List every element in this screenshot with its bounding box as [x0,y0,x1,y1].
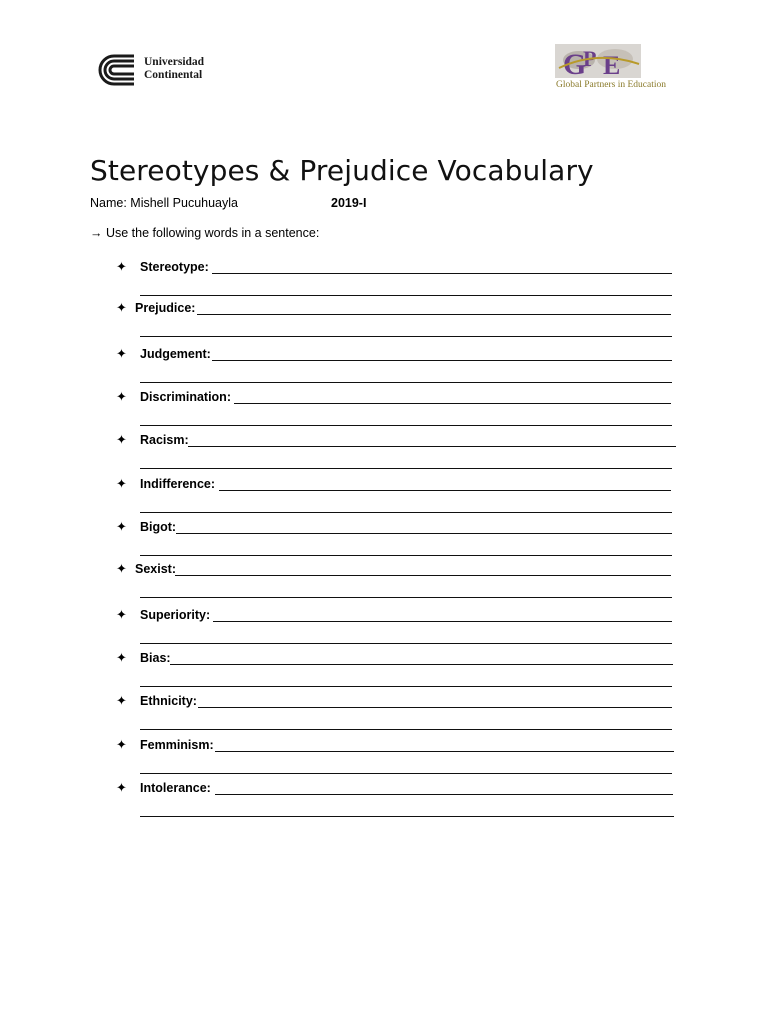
list-item [0,650,768,690]
star-bullet-icon: ✦ [116,476,127,491]
answer-line[interactable] [176,533,672,534]
answer-line[interactable] [140,555,672,556]
vocab-label: Sexist: [135,562,176,576]
answer-line[interactable] [188,446,676,447]
instruction-text: Use the following words in a sentence: [105,226,320,240]
instruction [90,226,319,240]
star-bullet-icon: ✦ [116,259,127,274]
star-bullet-icon: ✦ [116,780,127,795]
star-bullet-icon: ✦ [116,519,127,534]
gpe-emblem-icon [553,44,677,80]
answer-line[interactable] [140,512,672,513]
vocab-label: Prejudice: [135,301,196,315]
vocab-label: Racism: [140,433,189,447]
answer-line[interactable] [213,621,672,622]
term-code: 2019-I [331,196,367,210]
answer-line[interactable] [140,382,672,383]
gpe-caption: Global Partners in Education [556,80,667,90]
answer-line[interactable] [140,468,672,469]
answer-line[interactable] [140,336,672,337]
star-bullet-icon: ✦ [116,346,127,361]
vocab-label: Femminism: [140,738,214,752]
list-item [0,519,768,559]
arrow-right-icon: → [90,226,103,240]
list-item [0,693,768,733]
answer-line[interactable] [140,643,672,644]
star-bullet-icon: ✦ [116,432,127,447]
star-bullet-icon: ✦ [116,389,127,404]
star-bullet-icon: ✦ [116,737,127,752]
vocab-label: Intolerance: [140,781,211,795]
list-item [0,259,768,299]
svg-text:P: P [583,46,597,71]
list-item [0,780,768,820]
star-bullet-icon: ✦ [116,607,127,622]
vocab-label: Judgement: [140,347,211,361]
list-item [0,389,768,429]
list-item [0,346,768,386]
answer-line[interactable] [140,295,672,296]
svg-text:E: E [603,51,621,80]
universidad-continental-logo [96,52,226,92]
list-item [0,607,768,647]
list-item [0,561,768,601]
uc-logo-line2: Continental [144,69,203,81]
answer-line[interactable] [140,816,674,817]
star-bullet-icon: ✦ [116,693,127,708]
answer-line[interactable] [234,403,671,404]
uc-logo-text [144,56,204,82]
answer-line[interactable] [212,273,672,274]
answer-line[interactable] [175,575,671,576]
vocab-label: Bias: [140,651,171,665]
list-item [0,300,768,340]
vocab-label: Discrimination: [140,390,231,404]
answer-line[interactable] [212,360,672,361]
answer-line[interactable] [219,490,671,491]
page-title: Stereotypes & Prejudice Vocabulary [90,154,594,187]
answer-line[interactable] [140,425,672,426]
answer-line[interactable] [170,664,673,665]
global-partners-logo [553,44,677,94]
answer-line[interactable] [215,751,674,752]
list-item [0,476,768,516]
answer-line[interactable] [140,597,672,598]
vocab-label: Superiority: [140,608,211,622]
list-item [0,737,768,777]
star-bullet-icon: ✦ [116,300,127,315]
answer-line[interactable] [140,729,672,730]
uc-emblem-icon [96,52,140,88]
svg-text:G: G [563,48,587,80]
answer-line[interactable] [197,314,671,315]
answer-line[interactable] [140,686,672,687]
vocab-label: Bigot: [140,520,177,534]
answer-line[interactable] [215,794,673,795]
vocab-label: Stereotype: [140,260,209,274]
vocab-label: Indifference: [140,477,216,491]
student-name: Name: Mishell Pucuhuayla [90,196,238,210]
list-item [0,432,768,472]
answer-line[interactable] [140,773,672,774]
vocab-label: Ethnicity: [140,694,197,708]
answer-line[interactable] [198,707,672,708]
star-bullet-icon: ✦ [116,561,127,576]
star-bullet-icon: ✦ [116,650,127,665]
uc-logo-line1: Universidad [144,56,205,68]
